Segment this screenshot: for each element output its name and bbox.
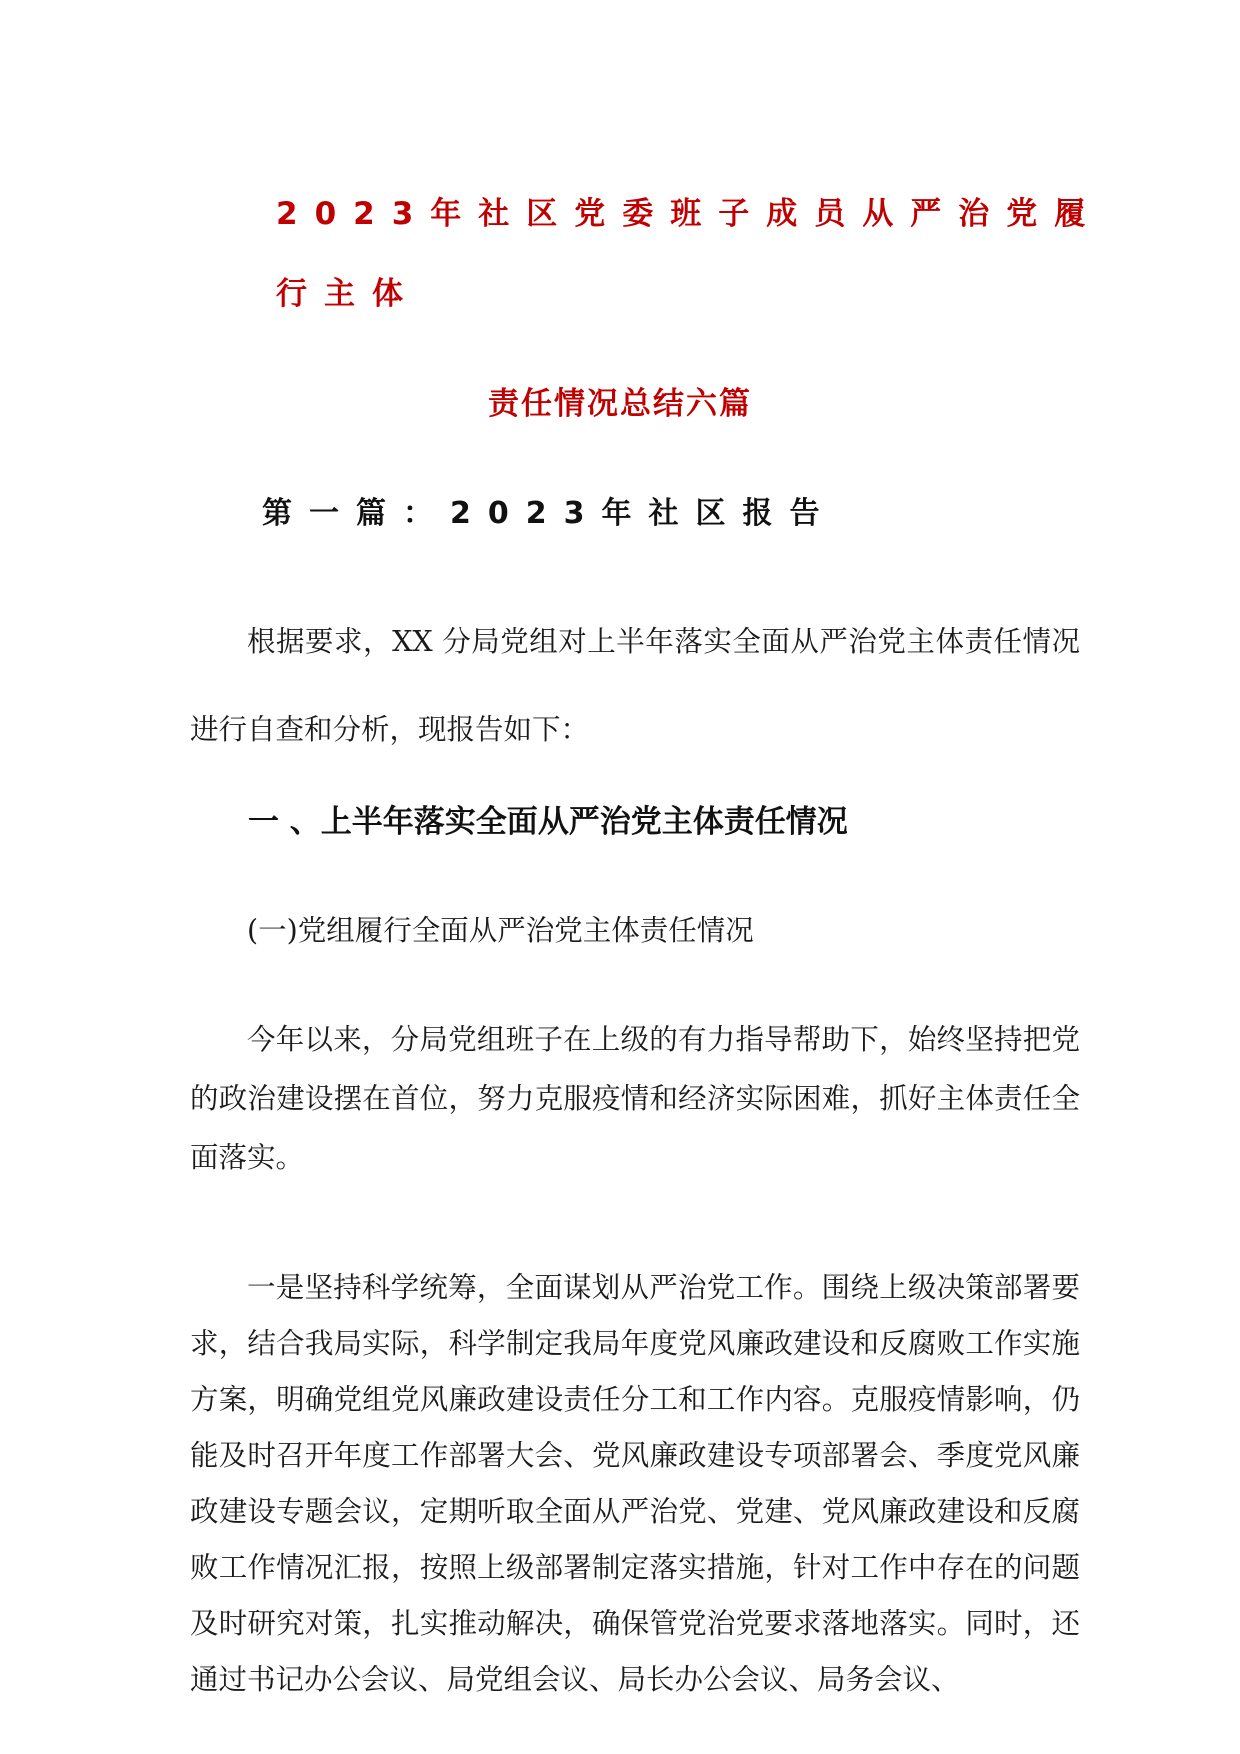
body-paragraph-1: 今年以来，分局党组班子在上级的有力指导帮助下，始终坚持把党的政治建设摆在首位，努力克服疫情和经济实际困难，抓好主体责任全面落实。 <box>190 1023 1080 1174</box>
body-paragraph-2: 一是坚持科学统筹，全面谋划从严治党工作。围绕上级决策部署要求，结合我局实际，科学制定我局年度党风廉政建设和反腐败工作实施方案，明确党组党风廉政建设责任分工和工作内容。克服疫情影响，仍能及时召开年度工作部署大会、党风廉政建设专项部署会、季度党风廉政建设专题会议，定期听取全面从严治党、党建、党风廉政建设和反腐败工作情况汇报，按照上级部署制定落实措施，针对工作中存在的问题及时研究对策，扎实推动解决，确保管党治党要求落地落实。同时，还通过书记办公会议、局党组会议、局长办公会议、局务会议、 <box>190 1271 1080 1696</box>
document-title-line-2: 行主体 <box>276 276 420 312</box>
section-heading: 一 、上半年落实全面从严治党主体责任情况 <box>248 804 848 840</box>
intro-paragraph: 根据要求，XX 分局党组对上半年落实全面从严治党主体责任情况进行自查和分析，现报告如下： <box>190 625 1080 746</box>
part-heading: 第一篇：2023年社区报告 <box>262 496 837 531</box>
document-title-line-1: 2023年社区党委班子成员从严治党履 <box>276 196 1103 232</box>
document-title-line-3: 责任情况总结六篇 <box>488 386 752 422</box>
subsection-heading: (一)党组履行全面从严治党主体责任情况 <box>247 914 754 947</box>
